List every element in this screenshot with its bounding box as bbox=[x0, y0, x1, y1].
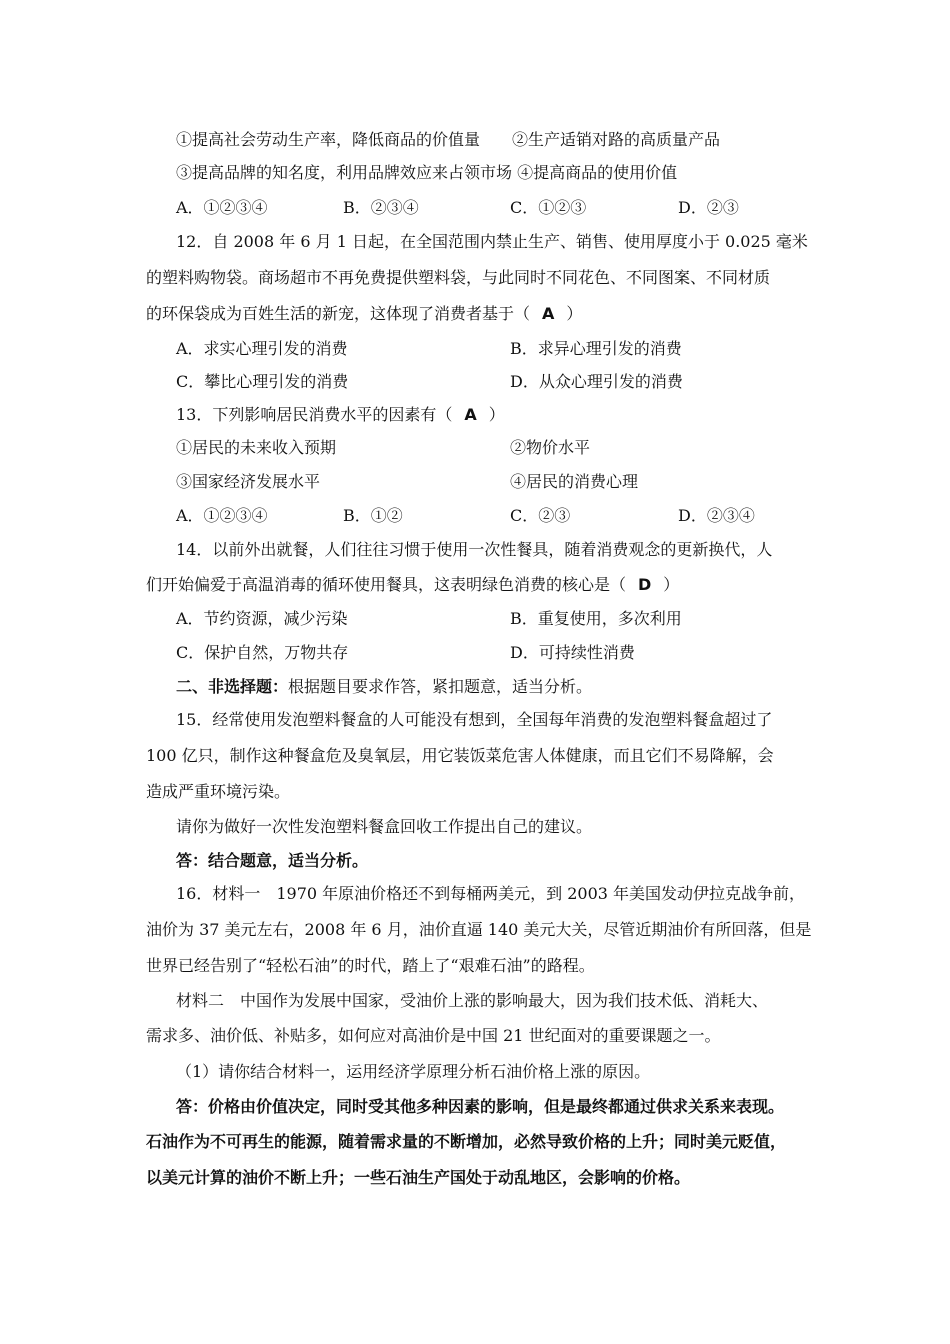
choice-d: D．②③ bbox=[678, 198, 739, 217]
q16-material-1-line-2: 油价为 37 美元左右，2008 年 6 月，油价直逼 140 美元大关，尽管近期油价有所回落，但是 bbox=[146, 920, 812, 939]
choice-c: C．②③ bbox=[510, 506, 571, 525]
q13-close: ） bbox=[488, 405, 505, 424]
q16-material-2-line-1: 材料二 中国作为发展中国家，受油价上涨的影响最大，因为我们技术低、消耗大、 bbox=[176, 991, 769, 1010]
q13-answer: A bbox=[464, 405, 477, 424]
choice-a: A．①②③④ bbox=[176, 198, 268, 217]
q12-line-2: 的塑料购物袋。商场超市不再免费提供塑料袋，与此同时不同花色、不同图案、不同材质 bbox=[146, 268, 771, 287]
q16-subquestion-1: （1）请你结合材料一，运用经济学原理分析石油价格上涨的原因。 bbox=[176, 1062, 651, 1081]
choice-a: A．①②③④ bbox=[176, 506, 268, 525]
q11-option-line-1: ①提高社会劳动生产率，降低商品的价值量 ②生产适销对路的高质量产品 bbox=[176, 130, 721, 149]
section-title: 二、非选择题： bbox=[176, 677, 289, 696]
q15-line-3: 造成严重环境污染。 bbox=[146, 782, 291, 801]
q16-material-1-line-3: 世界已经告别了“轻松石油”的时代，踏上了“艰难石油”的路程。 bbox=[146, 956, 595, 975]
q13-stem bbox=[176, 405, 505, 425]
q14-line-1: 14．以前外出就餐，人们往往习惯于使用一次性餐具，随着消费观念的更新换代，人 bbox=[176, 540, 773, 559]
q12-answer: A bbox=[542, 304, 555, 323]
choice-d: D．②③④ bbox=[678, 506, 755, 525]
q12-line-1: 12．自 2008 年 6 月 1 日起，在全国范围内禁止生产、销售、使用厚度小于 0.025 毫米 bbox=[176, 232, 808, 251]
choice-b: B．重复使用，多次利用 bbox=[510, 609, 682, 628]
choice-c: C．攀比心理引发的消费 bbox=[176, 372, 349, 391]
choice-b: B．①② bbox=[343, 506, 403, 525]
q15-answer: 答：结合题意，适当分析。 bbox=[176, 851, 369, 870]
q13-item-3: ③国家经济发展水平 bbox=[176, 472, 321, 491]
q13-item-2: ②物价水平 bbox=[510, 438, 591, 457]
q15-prompt: 请你为做好一次性发泡塑料餐盒回收工作提出自己的建议。 bbox=[176, 817, 593, 836]
q15-line-2: 100 亿只，制作这种餐盒危及臭氧层，用它装饭菜危害人体健康，而且它们不易降解，会 bbox=[146, 746, 774, 765]
q15-line-1: 15．经常使用发泡塑料餐盒的人可能没有想到，全国每年消费的发泡塑料餐盒超过了 bbox=[176, 710, 773, 729]
q11-option-line-2: ③提高品牌的知名度，利用品牌效应来占领市场 ④提高商品的使用价值 bbox=[176, 163, 678, 182]
choice-a: A．求实心理引发的消费 bbox=[176, 339, 348, 358]
q12-close: ） bbox=[566, 304, 583, 323]
q16-material-1-line-1: 16．材料一 1970 年原油价格还不到每桶两美元，到 2003 年美国发动伊拉克战争前， bbox=[176, 884, 806, 903]
choice-d: D．可持续性消费 bbox=[510, 643, 635, 662]
q16-answer-line-1: 答：价格由价值决定，同时受其他多种因素的影响，但是最终都通过供求关系来表现。 bbox=[176, 1097, 785, 1116]
q16-answer-line-2: 石油作为不可再生的能源，随着需求量的不断增加，必然导致价格的上升；同时美元贬值， bbox=[146, 1132, 787, 1151]
q14-stem-text: 们开始偏爱于高温消毒的循环使用餐具，这表明绿色消费的核心是（ bbox=[146, 575, 627, 594]
q12-line-3 bbox=[146, 304, 582, 324]
q14-line-2 bbox=[146, 575, 679, 595]
choice-a: A．节约资源，减少污染 bbox=[176, 609, 348, 628]
choice-b: B．②③④ bbox=[343, 198, 419, 217]
q14-close: ） bbox=[663, 575, 680, 594]
q13-stem-text: 13．下列影响居民消费水平的因素有（ bbox=[176, 405, 453, 424]
choice-c: C．①②③ bbox=[510, 198, 587, 217]
choice-b: B．求异心理引发的消费 bbox=[510, 339, 682, 358]
q13-item-4: ④居民的消费心理 bbox=[510, 472, 639, 491]
choice-d: D．从众心理引发的消费 bbox=[510, 372, 683, 391]
q13-item-1: ①居民的未来收入预期 bbox=[176, 438, 337, 457]
section-instruction: 根据题目要求作答，紧扣题意，适当分析。 bbox=[288, 677, 593, 696]
q14-answer: D bbox=[638, 575, 652, 594]
q12-stem-text: 的环保袋成为百姓生活的新宠，这体现了消费者基于（ bbox=[146, 304, 531, 323]
q16-answer-line-3: 以美元计算的油价不断上升；一些石油生产国处于动乱地区，会影响的价格。 bbox=[146, 1168, 691, 1187]
section-heading bbox=[176, 677, 592, 697]
choice-c: C．保护自然，万物共存 bbox=[176, 643, 349, 662]
q16-material-2-line-2: 需求多、油价低、补贴多，如何应对高油价是中国 21 世纪面对的重要课题之一。 bbox=[146, 1026, 721, 1045]
